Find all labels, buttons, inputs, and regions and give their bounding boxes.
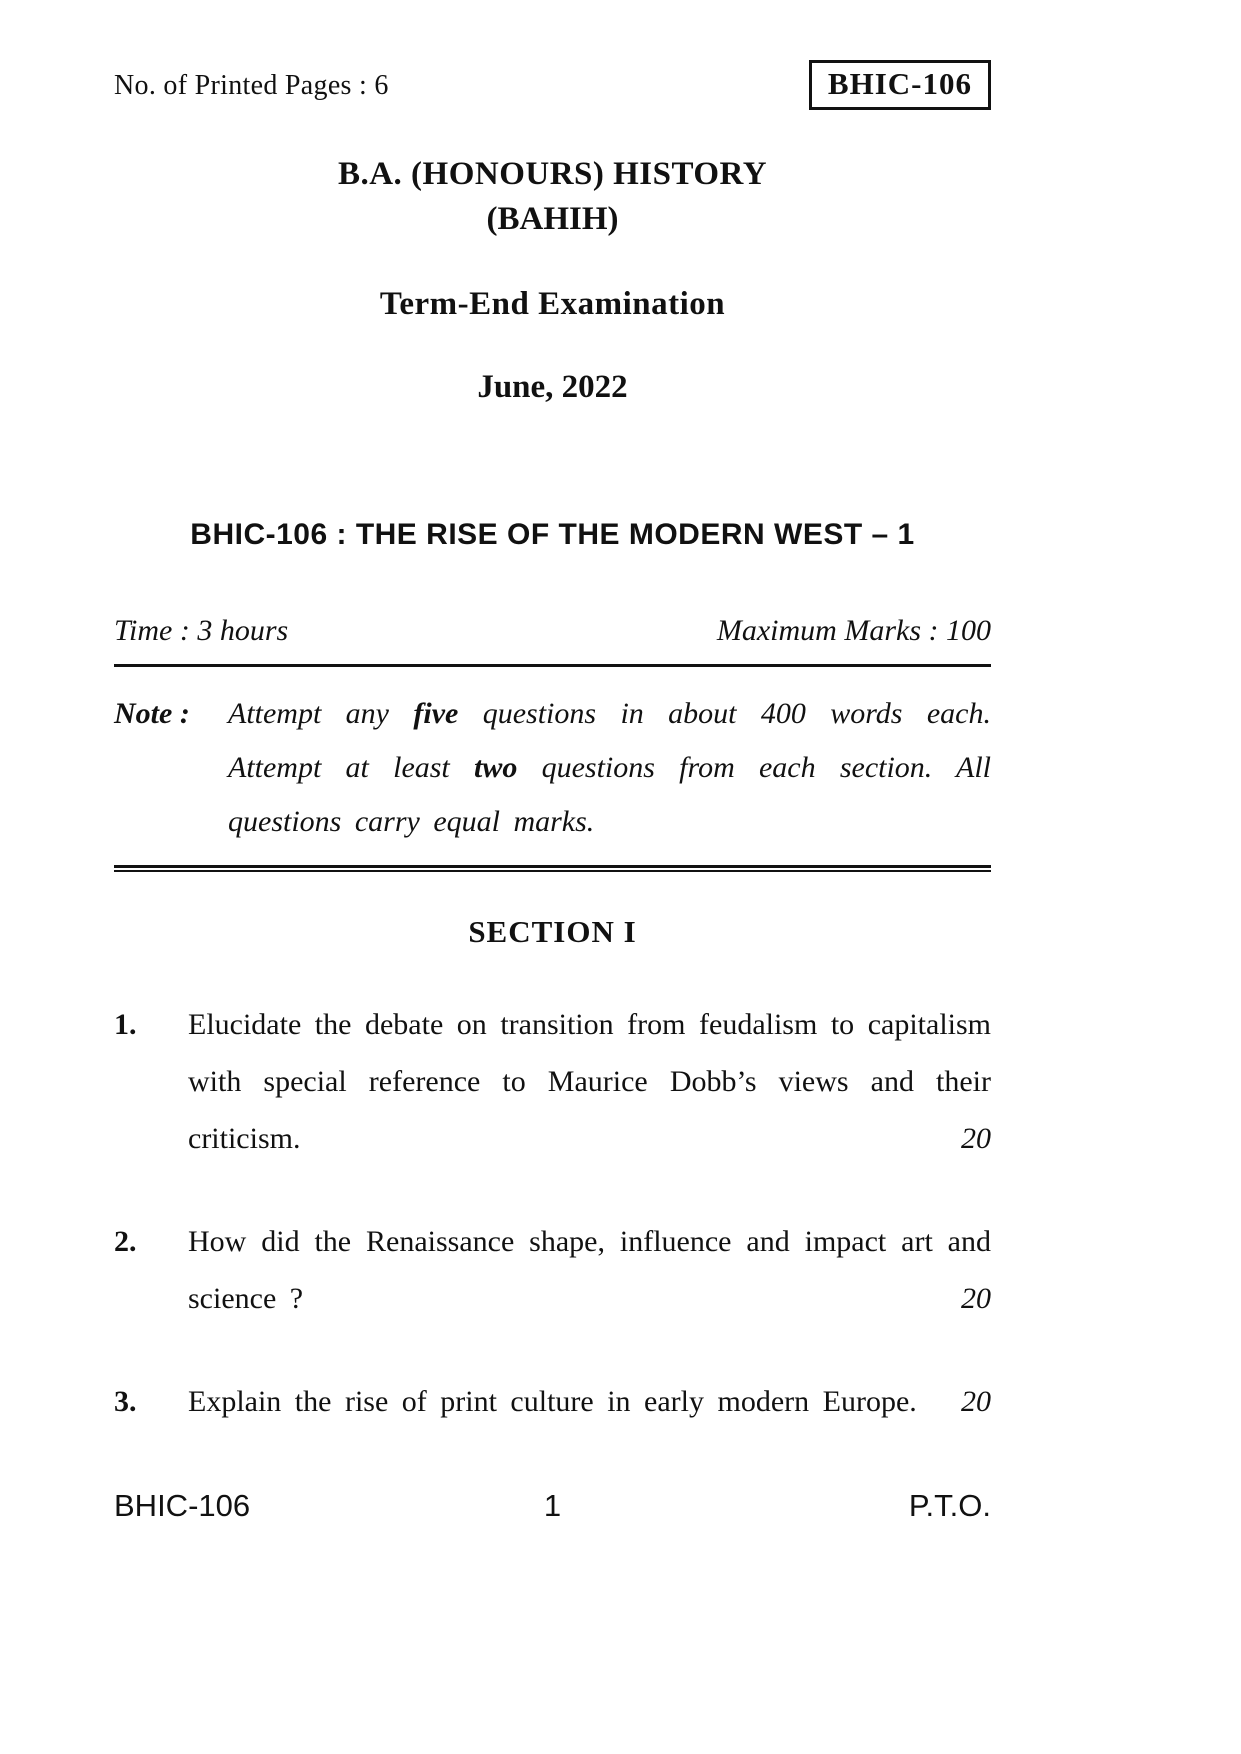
note-seg-1: Attempt any: [228, 697, 414, 730]
title-block: [114, 156, 991, 552]
question-3: [114, 1373, 991, 1430]
question-marks: 20: [961, 1122, 991, 1155]
note-label: Note :: [114, 697, 190, 730]
footer-pto: P.T.O.: [908, 1488, 991, 1523]
exam-title: Term-End Examination: [379, 286, 726, 322]
question-marks: 20: [961, 1282, 991, 1315]
question-number: 3.: [114, 1385, 137, 1418]
paper-code: BHIC-106: [827, 66, 972, 101]
printed-pages-label: No. of Printed Pages : 6: [114, 70, 389, 101]
footer-paper-code: BHIC-106: [114, 1488, 251, 1523]
question-number: 2.: [114, 1225, 137, 1258]
exam-session: June, 2022: [477, 369, 628, 405]
question-body: Explain the rise of print culture in early modern Europe.: [188, 1385, 917, 1418]
section-heading: SECTION I: [468, 914, 637, 949]
time-allowed: Time : 3 hours: [114, 614, 289, 647]
footer-page-number: 1: [543, 1488, 562, 1523]
question-number: 1.: [114, 1008, 137, 1041]
question-marks: 20: [961, 1385, 991, 1418]
double-rule-divider: [114, 865, 991, 872]
time-marks-row: [114, 614, 991, 667]
program-abbreviation: (BAHIH): [486, 201, 619, 237]
maximum-marks: Maximum Marks : 100: [716, 614, 991, 647]
question-body: Elucidate the debate on transition from feudalism to capitalism with special reference to Maurice Dobb’s views and their criticism.: [188, 1008, 991, 1155]
note-seg-3: questions from each section. All questions carry equal marks.: [228, 751, 991, 838]
question-body: How did the Renaissance shape, influence and impact art and science ?: [188, 1225, 991, 1315]
note-seg-2: questions in about 400 words each. Attempt at least: [228, 697, 991, 784]
page-footer: [114, 1488, 991, 1524]
question-2: [114, 1213, 991, 1327]
question-1: [114, 996, 991, 1167]
question-text: [188, 996, 991, 1167]
paper-code-box: [809, 60, 991, 110]
note-bold-two: two: [474, 751, 518, 784]
page-header: [114, 60, 991, 110]
note-text: [228, 687, 991, 849]
note-block: [114, 687, 991, 849]
question-text: [188, 1213, 991, 1327]
note-bold-five: five: [413, 697, 459, 730]
program-title: B.A. (HONOURS) HISTORY: [337, 156, 768, 192]
course-title: BHIC-106 : THE RISE OF THE MODERN WEST – 1: [190, 518, 915, 551]
question-text: [188, 1373, 991, 1430]
